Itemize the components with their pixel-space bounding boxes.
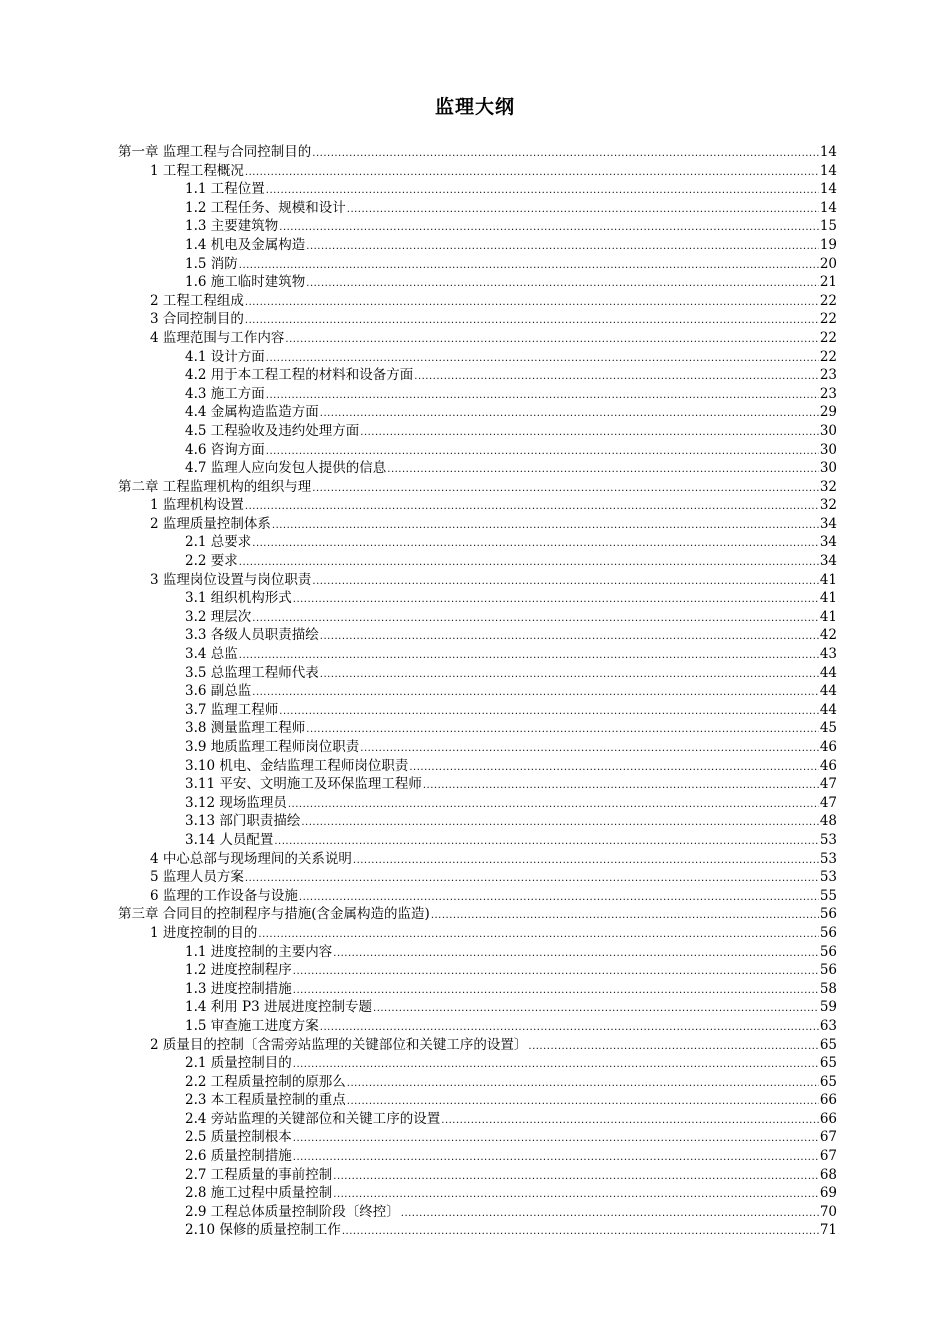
toc-dot-leader — [353, 852, 819, 871]
toc-entry[interactable] — [118, 626, 837, 645]
toc-entry-title: 1.2 进度控制程序 — [185, 962, 292, 979]
toc-dot-leader — [423, 777, 819, 796]
toc-entry-title: 1.4 利用 P3 进展进度控制专题 — [185, 999, 373, 1016]
table-of-contents — [118, 143, 837, 1240]
toc-page-number: 14 — [819, 199, 837, 216]
toc-dot-leader — [401, 1205, 819, 1224]
toc-entry-title: 1.4 机电及金属构造 — [185, 236, 306, 253]
toc-entry[interactable] — [118, 143, 837, 162]
toc-page-number: 55 — [819, 887, 837, 904]
toc-entry-title: 1.3 主要建筑物 — [185, 218, 279, 235]
toc-entry-title: 2.2 要求 — [185, 553, 238, 570]
toc-entry-title: 3.3 各级人员职责描绘 — [185, 627, 319, 644]
toc-page-number: 14 — [819, 162, 837, 179]
toc-page-number: 41 — [819, 590, 837, 607]
toc-entry-title: 4.5 工程验收及违约处理方面 — [185, 422, 360, 439]
toc-dot-leader — [320, 666, 819, 685]
toc-entry[interactable] — [118, 1184, 837, 1203]
toc-page-number: 65 — [819, 1036, 837, 1053]
toc-page-number: 22 — [819, 348, 837, 365]
toc-dot-leader — [414, 368, 819, 387]
toc-entry[interactable] — [118, 868, 837, 887]
toc-entry[interactable] — [118, 1091, 837, 1110]
toc-entry-title: 2.5 质量控制根本 — [185, 1129, 292, 1146]
toc-entry[interactable] — [118, 905, 837, 924]
toc-dot-leader — [266, 387, 819, 406]
toc-entry[interactable] — [118, 589, 837, 608]
toc-page-number: 34 — [819, 553, 837, 570]
toc-entry[interactable] — [118, 515, 837, 534]
toc-entry-title: 1 工程工程概况 — [150, 162, 244, 179]
toc-dot-leader — [320, 628, 819, 647]
toc-page-number: 15 — [819, 218, 837, 235]
toc-page-number: 67 — [819, 1129, 837, 1146]
toc-entry-title: 3.6 副总监 — [185, 683, 252, 700]
toc-dot-leader — [252, 684, 819, 703]
toc-entry-title: 2.2 工程质量控制的原那么 — [185, 1073, 346, 1090]
toc-entry[interactable] — [118, 1166, 837, 1185]
toc-entry[interactable] — [118, 310, 837, 329]
toc-dot-leader — [387, 461, 819, 480]
toc-dot-leader — [245, 312, 819, 331]
toc-entry-title: 1.5 消防 — [185, 255, 238, 272]
toc-entry[interactable] — [118, 571, 837, 590]
toc-entry-title: 3.10 机电、金结监理工程师岗位职责 — [185, 757, 409, 774]
toc-entry-title: 3.1 组织机构形式 — [185, 590, 292, 607]
toc-entry-title: 2.8 施工过程中质量控制 — [185, 1185, 333, 1202]
toc-dot-leader — [274, 833, 818, 852]
toc-entry-title: 3.4 总监 — [185, 646, 238, 663]
toc-page-number: 53 — [819, 869, 837, 886]
toc-entry[interactable] — [118, 273, 837, 292]
toc-entry[interactable] — [118, 1017, 837, 1036]
toc-entry[interactable] — [118, 608, 837, 627]
toc-page-number: 44 — [819, 701, 837, 718]
toc-page-number: 53 — [819, 850, 837, 867]
toc-page-number: 30 — [819, 422, 837, 439]
toc-dot-leader — [266, 182, 819, 201]
toc-page-number: 34 — [819, 515, 837, 532]
toc-entry[interactable] — [118, 441, 837, 460]
toc-page-number: 66 — [819, 1110, 837, 1127]
toc-page-number: 22 — [819, 329, 837, 346]
toc-page-number: 71 — [819, 1222, 837, 1239]
toc-entry[interactable] — [118, 422, 837, 441]
toc-dot-leader — [285, 331, 818, 350]
toc-page-number: 20 — [819, 255, 837, 272]
toc-page-number: 47 — [819, 794, 837, 811]
toc-dot-leader — [293, 1130, 819, 1149]
toc-entry-title: 2 质量目的控制〔含需旁站监理的关键部位和关键工序的设置〕 — [150, 1036, 528, 1053]
toc-entry-title: 3.14 人员配置 — [185, 831, 274, 848]
toc-dot-leader — [306, 238, 819, 257]
toc-dot-leader — [306, 721, 819, 740]
toc-entry[interactable] — [118, 664, 837, 683]
toc-entry-title: 3.11 平安、文明施工及环保监理工程师 — [185, 776, 422, 793]
toc-dot-leader — [312, 573, 818, 592]
toc-dot-leader — [301, 814, 818, 833]
toc-entry[interactable] — [118, 459, 837, 478]
toc-entry[interactable] — [118, 831, 837, 850]
toc-dot-leader — [293, 1056, 819, 1075]
toc-dot-leader — [373, 1000, 819, 1019]
toc-entry-title: 1.3 进度控制措施 — [185, 980, 292, 997]
toc-entry[interactable] — [118, 850, 837, 869]
toc-entry-title: 6 监理的工作设备与设施 — [150, 887, 298, 904]
toc-entry[interactable] — [118, 812, 837, 831]
toc-dot-leader — [245, 498, 819, 517]
toc-page-number: 65 — [819, 1055, 837, 1072]
toc-entry-title: 2.3 本工程质量控制的重点 — [185, 1092, 346, 1109]
toc-entry-title: 4.1 设计方面 — [185, 348, 265, 365]
toc-dot-leader — [431, 907, 819, 926]
toc-entry-title: 4 中心总部与现场理间的关系说明 — [150, 850, 352, 867]
toc-page-number: 41 — [819, 608, 837, 625]
toc-dot-leader — [293, 963, 819, 982]
toc-page-number: 23 — [819, 385, 837, 402]
toc-entry[interactable] — [118, 961, 837, 980]
toc-page-number: 59 — [819, 999, 837, 1016]
toc-entry-title: 1.6 施工临时建筑物 — [185, 274, 306, 291]
toc-page-number: 34 — [819, 534, 837, 551]
toc-entry-title: 4.4 金属构造监造方面 — [185, 404, 319, 421]
toc-entry-title: 4 监理范围与工作内容 — [150, 329, 285, 346]
toc-dot-leader — [306, 275, 819, 294]
toc-entry-title: 3.12 现场监理员 — [185, 794, 287, 811]
toc-page-number: 41 — [819, 571, 837, 588]
toc-dot-leader — [333, 1168, 819, 1187]
toc-entry[interactable] — [118, 924, 837, 943]
toc-entry[interactable] — [118, 496, 837, 515]
toc-page-number: 44 — [819, 664, 837, 681]
toc-entry-title: 1.2 工程任务、规模和设计 — [185, 199, 346, 216]
toc-dot-leader — [409, 759, 818, 778]
toc-entry[interactable] — [118, 329, 837, 348]
toc-dot-leader — [293, 591, 819, 610]
toc-page-number: 56 — [819, 943, 837, 960]
toc-entry[interactable] — [118, 794, 837, 813]
toc-entry[interactable] — [118, 533, 837, 552]
toc-page-number: 69 — [819, 1185, 837, 1202]
toc-dot-leader — [528, 1038, 818, 1057]
toc-page-number: 70 — [819, 1203, 837, 1220]
toc-dot-leader — [293, 1149, 819, 1168]
toc-entry-title: 2.1 总要求 — [185, 534, 252, 551]
toc-entry[interactable] — [118, 980, 837, 999]
toc-page-number: 30 — [819, 460, 837, 477]
toc-page-number: 58 — [819, 980, 837, 997]
toc-dot-leader — [312, 145, 819, 164]
toc-entry[interactable] — [118, 1221, 837, 1240]
toc-page-number: 56 — [819, 924, 837, 941]
toc-entry-title: 3.13 部门职责描绘 — [185, 813, 301, 830]
toc-entry[interactable] — [118, 1110, 837, 1129]
toc-page-number: 43 — [819, 646, 837, 663]
toc-entry-title: 3.8 测量监理工程师 — [185, 720, 306, 737]
toc-page-number: 56 — [819, 962, 837, 979]
toc-entry[interactable] — [118, 385, 837, 404]
toc-dot-leader — [441, 1112, 819, 1131]
toc-page-number: 66 — [819, 1092, 837, 1109]
toc-entry[interactable] — [118, 1073, 837, 1092]
toc-entry-title: 4.3 施工方面 — [185, 385, 265, 402]
toc-page-number: 67 — [819, 1148, 837, 1165]
toc-entry[interactable] — [118, 887, 837, 906]
toc-dot-leader — [360, 424, 819, 443]
toc-dot-leader — [320, 405, 819, 424]
toc-dot-leader — [347, 1075, 819, 1094]
toc-entry-title: 2 监理质量控制体系 — [150, 515, 271, 532]
toc-entry[interactable] — [118, 236, 837, 255]
toc-entry-title: 3.7 监理工程师 — [185, 701, 279, 718]
toc-entry-title: 1.5 审查施工进度方案 — [185, 1017, 319, 1034]
toc-entry-title: 4.6 咨询方面 — [185, 441, 265, 458]
toc-entry[interactable] — [118, 292, 837, 311]
toc-entry-title: 3 监理岗位设置与岗位职责 — [150, 571, 312, 588]
toc-page-number: 23 — [819, 367, 837, 384]
toc-entry-title: 1.1 进度控制的主要内容 — [185, 943, 333, 960]
toc-dot-leader — [245, 294, 819, 313]
toc-page-number: 22 — [819, 311, 837, 328]
toc-entry[interactable] — [118, 757, 837, 776]
toc-entry[interactable] — [118, 775, 837, 794]
toc-entry[interactable] — [118, 1054, 837, 1073]
toc-entry[interactable] — [118, 719, 837, 738]
toc-entry[interactable] — [118, 645, 837, 664]
toc-entry-title: 第二章 工程监理机构的组织与理 — [118, 478, 312, 495]
toc-dot-leader — [288, 796, 819, 815]
toc-page-number: 46 — [819, 739, 837, 755]
toc-entry[interactable] — [118, 943, 837, 962]
toc-entry[interactable] — [118, 348, 837, 367]
toc-dot-leader — [245, 164, 819, 183]
toc-page-number: 53 — [819, 831, 837, 848]
toc-dot-leader — [239, 554, 819, 573]
toc-page-number: 22 — [819, 292, 837, 309]
toc-entry-title: 1 进度控制的目的 — [150, 924, 258, 941]
toc-entry-title: 2 工程工程组成 — [150, 292, 244, 309]
toc-entry-title: 3.9 地质监理工程师岗位职责 — [185, 739, 360, 755]
toc-dot-leader — [239, 257, 819, 276]
toc-entry[interactable] — [118, 682, 837, 701]
toc-page-number: 14 — [819, 181, 837, 198]
toc-page-number: 45 — [819, 720, 837, 737]
toc-entry[interactable] — [118, 738, 837, 757]
toc-entry[interactable] — [118, 199, 837, 218]
toc-page-number: 65 — [819, 1073, 837, 1090]
toc-dot-leader — [272, 517, 819, 536]
toc-entry-title: 2.9 工程总体质量控制阶段〔终控〕 — [185, 1203, 400, 1220]
toc-page-number: 14 — [819, 144, 837, 160]
toc-entry[interactable] — [118, 162, 837, 181]
toc-dot-leader — [312, 480, 819, 499]
toc-page-number: 48 — [819, 813, 837, 830]
toc-page-number: 47 — [819, 776, 837, 793]
toc-entry[interactable] — [118, 1036, 837, 1055]
toc-page-number: 21 — [819, 274, 837, 291]
toc-entry-title: 2.7 工程质量的事前控制 — [185, 1166, 333, 1183]
toc-entry[interactable] — [118, 217, 837, 236]
toc-dot-leader — [245, 870, 819, 889]
toc-entry[interactable] — [118, 403, 837, 422]
toc-entry-title: 2.6 质量控制措施 — [185, 1148, 292, 1165]
toc-entry[interactable] — [118, 1203, 837, 1222]
toc-entry-title: 1.1 工程位置 — [185, 181, 265, 198]
toc-page-number: 32 — [819, 497, 837, 514]
toc-dot-leader — [239, 647, 819, 666]
toc-dot-leader — [252, 610, 819, 629]
toc-dot-leader — [333, 945, 819, 964]
toc-entry-title: 4.2 用于本工程工程的材料和设备方面 — [185, 367, 414, 384]
toc-entry-title: 4.7 监理人应向发包人提供的信息 — [185, 460, 387, 477]
toc-page-number: 63 — [819, 1017, 837, 1034]
toc-dot-leader — [347, 201, 819, 220]
toc-entry-title: 3 合同控制目的 — [150, 311, 244, 328]
toc-page-number: 30 — [819, 441, 837, 458]
toc-entry[interactable] — [118, 255, 837, 274]
toc-entry-title: 5 监理人员方案 — [150, 869, 244, 886]
toc-page-number: 42 — [819, 627, 837, 644]
toc-entry[interactable] — [118, 478, 837, 497]
toc-page-number: 68 — [819, 1166, 837, 1183]
toc-dot-leader — [333, 1186, 819, 1205]
toc-entry[interactable] — [118, 1128, 837, 1147]
toc-page-number: 46 — [819, 757, 837, 774]
toc-entry[interactable] — [118, 1147, 837, 1166]
toc-entry-title: 第一章 监理工程与合同控制目的 — [118, 144, 312, 160]
toc-dot-leader — [279, 219, 819, 238]
toc-entry-title: 2.1 质量控制目的 — [185, 1055, 292, 1072]
toc-entry-title: 3.2 理层次 — [185, 608, 252, 625]
toc-page-number: 32 — [819, 478, 837, 495]
toc-entry-title: 1 监理机构设置 — [150, 497, 244, 514]
toc-page-number: 56 — [819, 906, 837, 923]
toc-page-number: 29 — [819, 404, 837, 421]
toc-entry[interactable] — [118, 180, 837, 199]
toc-dot-leader — [258, 926, 818, 945]
toc-dot-leader — [279, 703, 819, 722]
toc-entry[interactable] — [118, 998, 837, 1017]
toc-entry[interactable] — [118, 701, 837, 720]
toc-entry-title: 第三章 合同目的控制程序与措施(含金属构造的监造) — [118, 906, 430, 923]
toc-entry[interactable] — [118, 366, 837, 385]
toc-dot-leader — [360, 740, 819, 759]
page-title: 监理大纲 — [434, 96, 515, 118]
toc-entry[interactable] — [118, 552, 837, 571]
toc-entry-title: 2.4 旁站监理的关键部位和关键工序的设置 — [185, 1110, 441, 1127]
toc-dot-leader — [252, 535, 819, 554]
toc-entry-title: 3.5 总监理工程师代表 — [185, 664, 319, 681]
toc-page-number: 44 — [819, 683, 837, 700]
toc-entry-title: 2.10 保修的质量控制工作 — [185, 1222, 341, 1239]
toc-page-number: 19 — [819, 236, 837, 253]
toc-dot-leader — [342, 1223, 819, 1242]
